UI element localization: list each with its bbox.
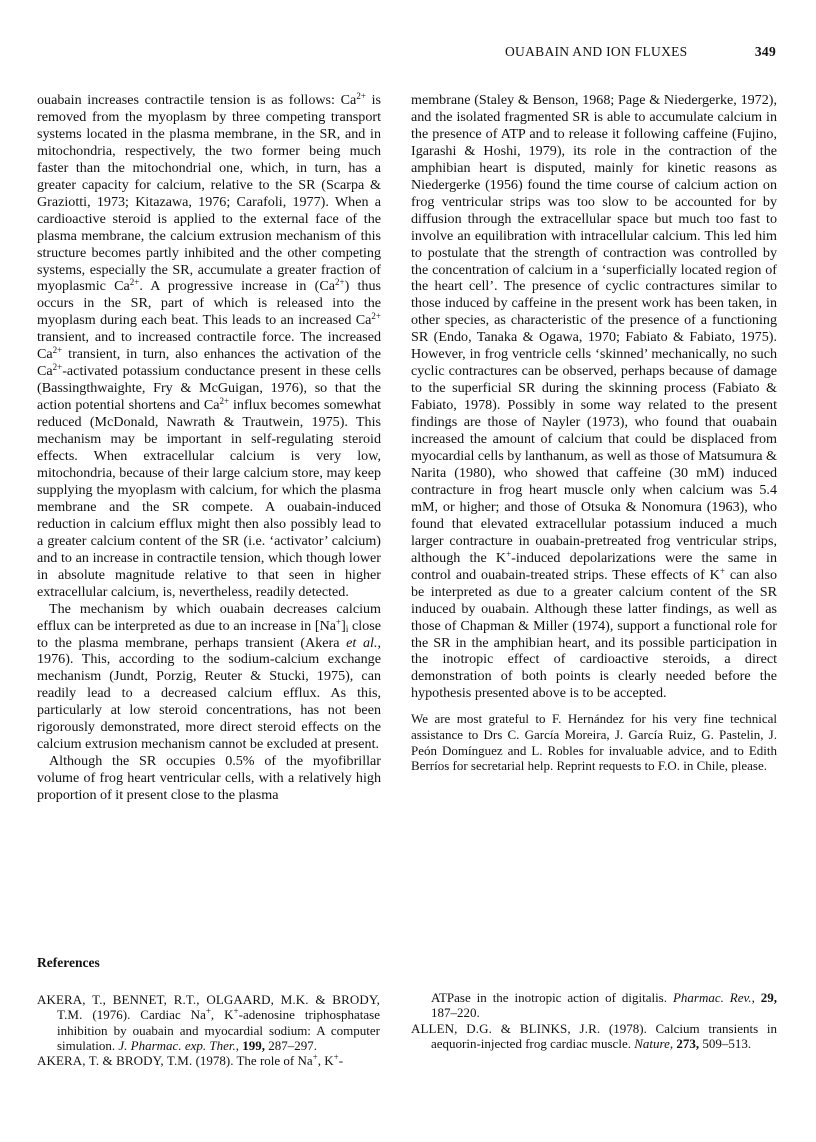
paragraph-calcium-efflux: The mechanism by which ouabain decreases calcium efflux can be interpreted as due to an increase in $[Na^+]_i$ close to the plasma membrane, perhaps transient (Akera et al., 1976). This, according to the sodium-calcium exchange mechanism (Jundt, Porzig, Reuter & Stucki, 1975), can readily lead to a decreased calcium efflux. As this, particularly at low steroid concentrations, has not been rigorously demonstrated, more direct steroid effects on the calcium extrusion mechanism cannot be excluded at present. [37, 600, 381, 753]
references-right-column [411, 990, 777, 1051]
reference-item: ALLEN, D.G. & BLINKS, J.R. (1978). Calcium transients in aequorin-injected frog cardiac muscle. Nature, 273, 509–513. [411, 1020, 777, 1051]
references-heading: References [37, 955, 100, 970]
reference-item-continuation: ATPase in the inotropic action of digitalis. Pharmac. Rev., 29, 187–220. [431, 990, 777, 1021]
right-column [411, 92, 777, 774]
paragraph-mechanism-hypothesis: ouabain increases contractile tension is as follows: $Ca^{2+}$ is removed from the myoplasm by three competing transport systems located in the plasma membrane, in the SR, and in mitochondria, respectively, the two former being much faster than the mitochondrial one, which, in turn, has a greater capacity for calcium, relative to the SR (Scarpa & Graziotti, 1973; Kitazawa, 1976; Carafoli, 1977). When a cardioactive steroid is applied to the external face of the plasma membrane, the calcium extrusion mechanism of this structure becomes partly inhibited and the other competing systems, especially the SR, accumulate a greater fraction of myoplasmic $Ca^{2+}$. A progressive increase in $(Ca^{2+})$ thus occurs in the SR, part of which is released into the myoplasm during each beat. This leads to an increased $Ca^{2+}$ transient, and to increased contractile force. The increased $Ca^{2+}$ transient, in turn, also enhances the activation of the $Ca^{2+}$-activated potassium conductance present in these cells (Bassingthwaighte, Fry & McGuigan, 1976), so that the action potential shortens and $Ca^{2+}$ influx becomes somewhat reduced (McDonald, Nawrath & Trautwein, 1975). This mechanism may be important in self-regulating steroid effects. When extracellular calcium is very low, mitochondria, because of their large calcium store, may keep supplying the myoplasm with calcium, for which the plasma membrane and the SR compete. A ouabain-induced reduction in calcium efflux might then also possibly lead to a greater calcium content of the SR (i.e. ‘activator’ calcium) and to an increase in contractile tension, which though lower in absolute magnitude relative to that seen in higher extracellular calcium, is, nevertheless, readily detected. [37, 91, 381, 600]
acknowledgement: We are most grateful to F. Hernández for his very fine technical assistance to Drs C. García Moreira, J. García Ruiz, G. Pastelin, J. Peón Domínguez and L. Robles for invaluable advice, and to Edith Berríos for secretarial help. Reprint requests to F.O. in Chile, please. [411, 711, 777, 774]
left-column [37, 92, 381, 804]
reference-item: AKERA, T. & BRODY, T.M. (1978). The role of Na+, K+- [37, 1052, 344, 1069]
reference-item: AKERA, T., BENNET, R.T., OLGAARD, M.K. & BRODY, T.M. (1976). Cardiac Na+, K+-adenosine triphosphatase inhibition by ouabain and myocardial sodium: A computer simulation. J. Pharmac. exp. Ther., 199, 287–297. [37, 992, 380, 1053]
running-head [505, 44, 776, 60]
paragraph-sr-role: membrane (Staley & Benson, 1968; Page & Niedergerke, 1972), and the isolated fragmented SR is able to accumulate calcium in the presence of ATP and to release it following caffeine (Fujino, Igarashi & Hoshi, 1979), its role in the contraction of the amphibian heart is disputed, mainly for kinetic reasons as Niedergerke (1956) found the time course of calcium action on frog ventricular strips was too slow to be accounted for by diffusion through the extracellular space but much too fast to involve an equilibration with intracellular calcium. This led him to postulate that the strength of contraction was controlled by the concentration of calcium in a ‘superficially located region of the heart cell’. The presence of cyclic contractures similar to those induced by caffeine in the present work has been taken, in other species, as characteristic of the presence of a functioning SR (Endo, Tanaka & Ogawa, 1970; Fabiato & Fabiato, 1975). However, in frog ventricle cells ‘skinned’ mechanically, no such cyclic contractures can be observed, perhaps because of damage to the superficial SR during the skinning process (Fabiato & Fabiato, 1978). Possibly in some way related to the present findings are those of Nayler (1973), who found that ouabain increased the amount of calcium that could be displaced from myocardial cells by lanthanum, as well as those of Matsumura & Narita (1980), who showed that caffeine (30 mM) induced contracture in frog heart muscle only when calcium was 5.4 mM, or higher; and those of Otsuka & Nonomura (1963), who found that elevated extracellular potassium induced a much larger contracture in ouabain-pretreated frog ventricular strips, although the K+-induced depolarizations were the same in control and ouabain-treated strips. These effects of K+ can also be interpreted as due to a greater calcium content of the SR induced by ouabain. Although these latter findings, as well as those of Chapman & Miller (1974), support a functional role for the SR in the amphibian heart, and its possible participation in the inotropic effect of cardioactive steroids, a direct demonstration of both points is clearly needed before the hypothesis presented above is to be accepted. [411, 92, 778, 702]
page-number: 349 [754, 44, 776, 59]
running-title: OUABAIN AND ION FLUXES [505, 44, 688, 59]
paragraph-sr-volume: Although the SR occupies 0.5% of the myofibrillar volume of frog heart ventricular cells, with a relatively high proportion of it present close to the plasma [37, 753, 381, 804]
references-left-column [37, 992, 380, 1068]
